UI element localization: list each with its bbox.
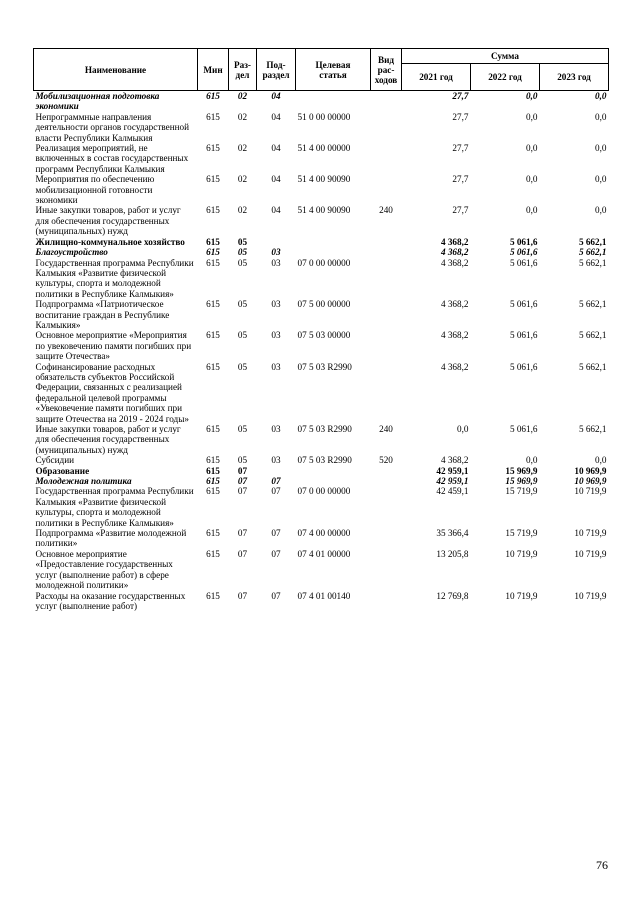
row-target: 07 5 03 R2990 <box>297 361 352 372</box>
row-vid <box>371 549 402 591</box>
header-min: Мин <box>198 49 229 91</box>
row-target <box>296 91 371 112</box>
row-name: Жилищно-коммунальное хозяйство <box>35 236 185 247</box>
table-row <box>34 549 609 591</box>
row-sum-2021: 13 205,8 <box>436 548 469 559</box>
table-row <box>34 591 609 612</box>
row-min: 615 <box>206 257 220 268</box>
row-sum-2021: 12 769,8 <box>436 590 469 601</box>
row-min: 615 <box>206 205 220 216</box>
table-row <box>34 247 609 257</box>
row-vid <box>371 591 402 612</box>
row-vid: 520 <box>379 455 393 466</box>
row-podrazdel: 04 <box>271 205 281 216</box>
row-name: Иные закупки товаров, работ и услуг для обеспечения государственных (муниципальных) нужд <box>35 424 181 455</box>
row-sum-2022: 5 061,6 <box>509 299 538 310</box>
row-target: 07 4 01 00000 <box>297 548 351 559</box>
row-name: Иные закупки товаров, работ и услуг для обеспечения государственных (муниципальных) нужд <box>35 205 181 237</box>
row-sum-2022: 15 969,9 <box>505 465 538 476</box>
row-target <box>296 476 371 486</box>
row-podrazdel: 03 <box>271 247 281 258</box>
row-sum-2021: 27,7 <box>452 91 469 101</box>
row-vid <box>371 91 402 112</box>
row-sum-2023: 0,0 <box>595 143 607 154</box>
row-razdel: 07 <box>237 548 248 559</box>
row-name: Подпрограмма «Патриотическое воспитание граждан в Республике Калмыкия» <box>35 299 170 330</box>
table-row <box>34 466 609 476</box>
row-podrazdel: 03 <box>271 361 281 372</box>
row-name: Образование <box>35 465 90 476</box>
row-sum-2023: 0,0 <box>595 111 607 122</box>
row-razdel: 07 <box>237 590 248 601</box>
row-name: Субсидии <box>35 455 75 466</box>
row-min: 615 <box>206 111 220 122</box>
row-sum-2023: 10 719,9 <box>574 528 607 539</box>
header-podrazdel: Под- раздел <box>257 49 296 91</box>
row-vid: 240 <box>379 205 393 216</box>
row-podrazdel: 07 <box>271 528 281 539</box>
row-podrazdel: 07 <box>271 548 281 559</box>
row-vid <box>371 299 402 330</box>
row-name: Мероприятия по обеспечению мобилизационной готовности экономики <box>35 174 155 206</box>
row-name: Реализация мероприятий, не включенных в состав государственных программ Республики Калмыкия <box>35 143 189 174</box>
row-sum-2023: 10 719,9 <box>574 548 607 559</box>
row-sum-2022: 0,0 <box>526 205 538 216</box>
row-min: 615 <box>206 590 220 601</box>
row-target: 51 4 00 00000 <box>297 143 351 154</box>
row-vid <box>371 330 402 361</box>
row-target: 07 4 01 00140 <box>297 590 351 601</box>
table-row <box>34 91 609 112</box>
row-vid <box>371 486 402 528</box>
table-row <box>34 112 609 143</box>
row-min: 615 <box>206 455 220 466</box>
row-sum-2022: 0,0 <box>526 111 538 122</box>
table-row <box>34 205 609 236</box>
table-row <box>34 330 609 361</box>
row-sum-2023: 5 662,1 <box>578 361 607 372</box>
row-razdel: 05 <box>237 299 248 310</box>
row-min: 615 <box>206 476 220 487</box>
table-body <box>34 91 609 612</box>
row-razdel: 07 <box>237 528 248 539</box>
header-2022: 2022 год <box>471 64 540 91</box>
row-sum-2023: 0,0 <box>595 205 607 216</box>
row-sum-2022: 10 719,9 <box>505 590 538 601</box>
row-sum-2021: 42 959,1 <box>436 476 469 487</box>
row-vid <box>371 237 402 247</box>
table-row <box>34 528 609 549</box>
header-2023: 2023 год <box>540 64 609 91</box>
row-sum-2021: 35 366,4 <box>436 528 469 539</box>
row-podrazdel: 03 <box>271 330 281 341</box>
budget-table <box>33 48 609 611</box>
row-vid: 240 <box>379 424 393 434</box>
row-vid <box>371 112 402 143</box>
row-min: 615 <box>206 143 220 154</box>
row-name: Подпрограмма «Развитие молодежной политики» <box>35 528 187 549</box>
row-sum-2022: 5 061,6 <box>509 236 538 247</box>
row-target: 07 0 00 00000 <box>297 486 351 497</box>
row-razdel: 07 <box>237 486 248 497</box>
row-razdel: 02 <box>237 91 248 101</box>
row-target: 07 4 00 00000 <box>297 528 351 539</box>
row-sum-2022: 5 061,6 <box>509 257 538 268</box>
row-vid <box>371 143 402 174</box>
row-min: 615 <box>206 330 220 341</box>
row-target <box>296 247 371 257</box>
row-vid <box>371 362 402 424</box>
header-vid: Вид рас- ходов <box>371 49 402 91</box>
row-sum-2022: 15 969,9 <box>505 476 538 487</box>
row-name: Основное мероприятие «Предоставление государственных услуг (выполнение работ) в сфере молодежной политики» <box>35 548 173 591</box>
row-target: 51 0 00 00000 <box>297 111 351 122</box>
row-razdel: 07 <box>237 476 248 487</box>
row-sum-2022: 5 061,6 <box>509 247 538 258</box>
table-row <box>34 237 609 247</box>
row-podrazdel: 07 <box>271 486 281 497</box>
row-name: Мобилизационная подготовка экономики <box>35 91 160 112</box>
row-sum-2023: 10 719,9 <box>574 486 607 497</box>
row-sum-2023: 0,0 <box>595 91 607 101</box>
row-podrazdel: 04 <box>271 174 281 185</box>
table-row <box>34 486 609 528</box>
row-sum-2021: 27,7 <box>452 205 469 216</box>
row-razdel: 05 <box>237 424 248 434</box>
header-name: Наименование <box>34 49 198 91</box>
row-sum-2023: 10 969,9 <box>574 465 607 476</box>
row-min: 615 <box>206 236 220 247</box>
row-target: 51 4 00 90090 <box>297 174 351 185</box>
row-sum-2021: 4 368,2 <box>440 236 469 247</box>
row-name: Непрограммные направления деятельности органов государственной власти Республики Калмыкия <box>35 111 190 143</box>
page-number: 76 <box>596 858 608 872</box>
row-razdel: 05 <box>237 236 248 247</box>
row-sum-2021: 4 368,2 <box>440 361 469 372</box>
row-podrazdel: 04 <box>271 143 281 154</box>
row-sum-2021: 4 368,2 <box>440 455 469 466</box>
row-name: Государственная программа Республики Калмыкия «Развитие физической культуры, спорта и молодежной политики в Республике Калмыкия» <box>35 257 194 299</box>
row-name: Расходы на оказание государственных услуг (выполнение работ) <box>35 590 186 611</box>
row-sum-2021: 27,7 <box>452 174 469 185</box>
row-podrazdel: 03 <box>271 455 281 466</box>
row-name: Софинансирование расходных обязательств субъектов Российской Федерации, связанных с реализацией федеральной целевой программы «Увековечение памяти погибших при защите Отечества на 2019 - 2024 годы» <box>35 361 189 424</box>
row-min: 615 <box>206 174 220 185</box>
row-sum-2023: 5 662,1 <box>578 424 607 434</box>
table-row <box>34 299 609 330</box>
header-target: Целевая статья <box>296 49 371 91</box>
row-podrazdel <box>257 237 296 247</box>
row-sum-2021: 4 368,2 <box>440 257 469 268</box>
header-razdel: Раз- дел <box>229 49 257 91</box>
row-podrazdel: 03 <box>271 424 281 434</box>
row-sum-2022: 0,0 <box>526 143 538 154</box>
row-sum-2023: 5 662,1 <box>578 330 607 341</box>
row-podrazdel: 07 <box>271 590 281 601</box>
table-row <box>34 362 609 424</box>
row-min: 615 <box>206 465 220 476</box>
row-target: 07 5 03 R2990 <box>297 455 352 466</box>
row-sum-2022: 15 719,9 <box>505 528 538 539</box>
row-sum-2021: 4 368,2 <box>440 247 469 258</box>
row-razdel: 07 <box>237 465 248 476</box>
row-sum-2022: 15 719,9 <box>505 486 538 497</box>
row-min: 615 <box>206 424 220 434</box>
row-sum-2023: 10 969,9 <box>574 476 607 487</box>
row-sum-2023: 10 719,9 <box>574 590 607 601</box>
row-sum-2022: 0,0 <box>526 91 538 101</box>
row-sum-2021: 0,0 <box>457 424 469 434</box>
row-razdel: 02 <box>237 174 248 185</box>
row-target: 07 5 00 00000 <box>297 299 351 310</box>
row-vid <box>371 528 402 549</box>
table-row <box>34 258 609 300</box>
row-sum-2022: 10 719,9 <box>505 548 538 559</box>
row-min: 615 <box>206 299 220 310</box>
header-2021: 2021 год <box>402 64 471 91</box>
row-target <box>296 237 371 247</box>
row-sum-2022: 5 061,6 <box>509 330 538 341</box>
row-sum-2022: 5 061,6 <box>509 361 538 372</box>
table-header <box>34 49 609 91</box>
row-sum-2023: 0,0 <box>595 455 607 466</box>
row-min: 615 <box>206 91 220 101</box>
row-podrazdel: 04 <box>271 91 281 101</box>
row-name: Основное мероприятие «Мероприятия по увековечению памяти погибших при защите Отечества» <box>35 330 192 362</box>
table-row <box>34 174 609 205</box>
row-target: 07 5 03 00000 <box>297 330 351 341</box>
row-vid <box>371 258 402 300</box>
row-target <box>296 466 371 476</box>
row-razdel: 02 <box>237 205 248 216</box>
row-sum-2021: 4 368,2 <box>440 299 469 310</box>
row-vid <box>371 174 402 205</box>
row-name: Государственная программа Республики Калмыкия «Развитие физической культуры, спорта и молодежной политики в Республике Калмыкия» <box>35 486 194 528</box>
row-min: 615 <box>206 486 220 497</box>
row-min: 615 <box>206 361 220 372</box>
table-row <box>34 476 609 486</box>
row-razdel: 05 <box>237 247 248 258</box>
row-sum-2022: 0,0 <box>526 174 538 185</box>
row-sum-2021: 27,7 <box>452 111 469 122</box>
row-target: 07 5 03 R2990 <box>297 424 352 434</box>
row-razdel: 05 <box>237 330 248 341</box>
table-row <box>34 143 609 174</box>
row-razdel: 05 <box>237 257 248 268</box>
header-summa: Сумма <box>402 49 609 64</box>
row-sum-2023: 0,0 <box>595 174 607 185</box>
row-sum-2021: 27,7 <box>452 143 469 154</box>
row-podrazdel: 07 <box>271 476 281 487</box>
row-sum-2023: 5 662,1 <box>578 236 607 247</box>
row-razdel: 02 <box>237 111 248 122</box>
row-min: 615 <box>206 548 220 559</box>
row-min: 615 <box>206 247 220 258</box>
row-podrazdel: 04 <box>271 111 281 122</box>
row-podrazdel: 03 <box>271 299 281 310</box>
row-name: Благоустройство <box>35 247 108 258</box>
row-vid <box>371 466 402 476</box>
row-sum-2023: 5 662,1 <box>578 247 607 258</box>
row-target: 51 4 00 90090 <box>297 205 351 216</box>
table-row <box>34 424 609 455</box>
row-vid <box>371 247 402 257</box>
row-sum-2023: 5 662,1 <box>578 257 607 268</box>
table-row <box>34 455 609 465</box>
row-sum-2021: 42 459,1 <box>436 486 469 497</box>
row-sum-2023: 5 662,1 <box>578 299 607 310</box>
row-vid <box>371 476 402 486</box>
row-target: 07 0 00 00000 <box>297 257 351 268</box>
row-podrazdel: 03 <box>271 257 281 268</box>
row-sum-2022: 5 061,6 <box>509 424 538 434</box>
row-podrazdel <box>257 466 296 476</box>
row-razdel: 05 <box>237 361 248 372</box>
row-razdel: 02 <box>237 143 248 154</box>
row-name: Молодежная политика <box>35 476 132 487</box>
row-sum-2021: 4 368,2 <box>440 330 469 341</box>
row-min: 615 <box>206 528 220 539</box>
row-sum-2021: 42 959,1 <box>436 465 469 476</box>
row-sum-2022: 0,0 <box>526 455 538 466</box>
row-razdel: 05 <box>237 455 248 466</box>
